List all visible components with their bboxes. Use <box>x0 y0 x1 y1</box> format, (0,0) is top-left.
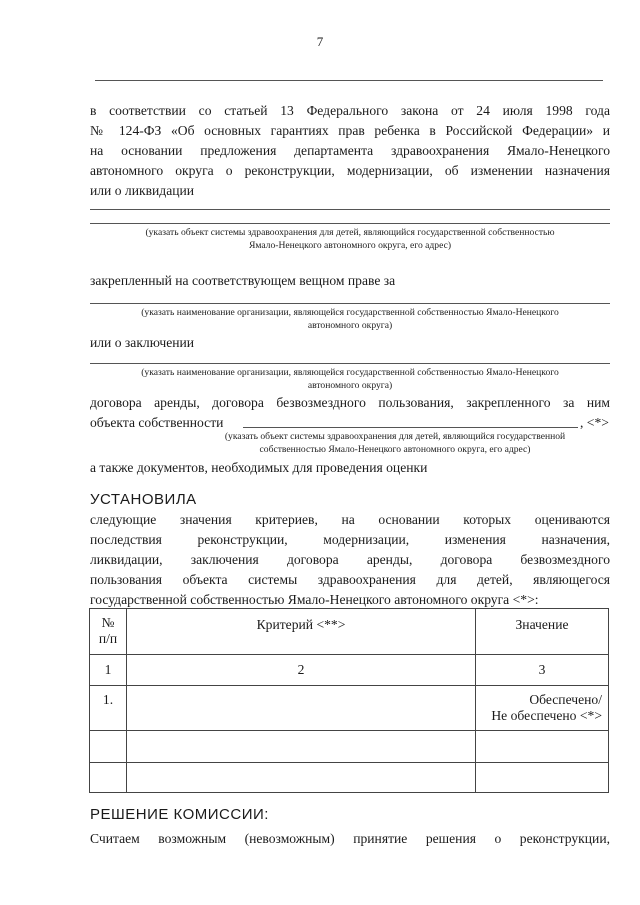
row2-criterion <box>127 731 476 763</box>
org-hint-2-line-1: (указать наименование организации, являющейся государственной собственностью Ямало-Ненецкого <box>141 367 559 378</box>
row2-num <box>90 731 127 763</box>
or-conclusion-label: или о заключении <box>90 335 195 350</box>
documents-line: а также документов, необходимых для проведения оценки <box>90 460 428 475</box>
object-hint-2-line-1: (указать объект системы здравоохранения для детей, являющийся государственной <box>224 431 566 442</box>
object-fill-line-1 <box>90 209 610 210</box>
table-row <box>90 763 609 793</box>
org-fill-line-1 <box>90 303 610 304</box>
index-cell-2: 2 <box>127 655 476 686</box>
object-hint-2-line-2: собственностью Ямало-Ненецкого автономного округа, его адрес) <box>259 444 531 455</box>
header-value: Значение <box>515 617 569 632</box>
lease-suffix: , <*> <box>580 415 609 430</box>
criteria-line-1: следующие значения критериев, на основании которых оцениваются <box>90 512 610 527</box>
header-value-cell <box>476 609 609 655</box>
row1-value-cell <box>476 686 609 731</box>
table-row <box>90 731 609 763</box>
page-number: 7 <box>316 34 324 49</box>
intro-line-2: № 124-ФЗ «Об основных гарантиях прав ребенка в Российской Федерации» и <box>90 123 610 138</box>
criteria-table <box>89 608 609 793</box>
header-num-line-1: № <box>101 615 115 630</box>
object-hint-line-1: (указать объект системы здравоохранения для детей, являющийся государственной собственностью <box>145 227 555 238</box>
intro-line-4: автономного округа о реконструкции, модернизации, об изменении назначения <box>90 163 610 178</box>
table-row <box>90 686 609 731</box>
lease-line-1: договора аренды, договора безвозмездного пользования, закрепленного за ним <box>90 395 610 410</box>
row3-num <box>90 763 127 793</box>
org-hint-2-line-2: автономного округа) <box>307 380 393 391</box>
established-heading: УСТАНОВИЛА <box>90 491 197 508</box>
intro-line-5: или о ликвидации <box>90 183 195 198</box>
intro-line-3: на основании предложения департамента здравоохранения Ямало-Ненецкого <box>90 143 610 158</box>
org-hint-1-line-1: (указать наименование организации, являющейся государственной собственностью Ямало-Ненецкого <box>141 307 559 318</box>
row1-num: 1. <box>90 686 127 731</box>
org-fill-line-2 <box>90 363 610 364</box>
row3-criterion <box>127 763 476 793</box>
decision-line-1: Считаем возможным (невозможным) принятие решения о реконструкции, <box>90 831 610 846</box>
table-header-row <box>90 609 609 655</box>
object-fill-line-3 <box>243 427 578 428</box>
lease-line-2: объекта собственности <box>90 415 224 430</box>
decision-heading: РЕШЕНИЕ КОМИССИИ: <box>90 806 269 823</box>
header-criterion-cell <box>127 609 476 655</box>
table-index-row <box>90 655 609 686</box>
index-cell-3: 3 <box>476 655 609 686</box>
row1-value-line-1: Обеспечено/ <box>529 692 602 707</box>
object-fill-line-2 <box>90 223 610 224</box>
secured-label: закрепленный на соответствующем вещном праве за <box>90 273 396 288</box>
object-hint-line-2: Ямало-Ненецкого автономного округа, его адрес) <box>248 240 452 251</box>
index-cell-1: 1 <box>90 655 127 686</box>
row1-value-line-2: Не обеспечено <*> <box>491 708 602 723</box>
criteria-line-4: пользования объекта системы здравоохранения для детей, являющегося <box>90 572 610 587</box>
row1-criterion <box>127 686 476 731</box>
org-hint-1-line-2: автономного округа) <box>307 320 393 331</box>
criteria-line-5: государственной собственностью Ямало-Ненецкого автономного округа <*>: <box>90 592 539 607</box>
header-rule <box>95 80 603 81</box>
row2-value <box>476 731 609 763</box>
header-num-cell <box>90 609 127 655</box>
intro-line-1: в соответствии со статьей 13 Федерального закона от 24 июля 1998 года <box>90 103 610 118</box>
row3-value <box>476 763 609 793</box>
header-criterion: Критерий <**> <box>256 617 346 632</box>
criteria-line-2: последствия реконструкции, модернизации, изменения назначения, <box>90 532 610 547</box>
criteria-line-3: ликвидации, заключения договора аренды, договора безвозмездного <box>90 552 610 567</box>
header-num-line-2: п/п <box>98 631 118 646</box>
